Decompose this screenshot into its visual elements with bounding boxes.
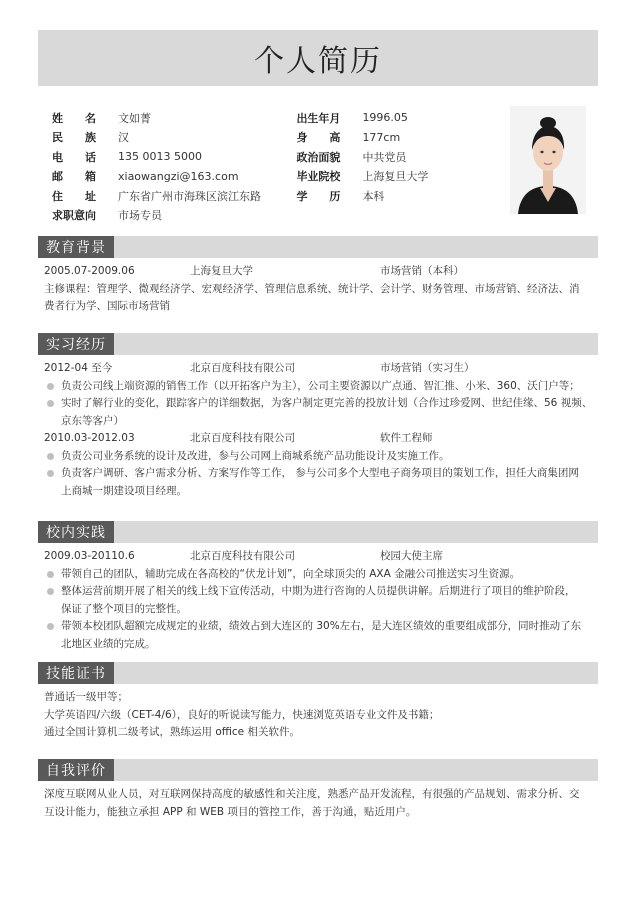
info-label: 民 族 [52, 131, 96, 145]
date: 2005.07-2009.06 [44, 265, 135, 277]
job-row [44, 360, 598, 378]
info-value: 汉 [118, 131, 129, 145]
profile-photo [510, 106, 586, 214]
role: 软件工程师 [380, 432, 433, 444]
date: 2010.03-2012.03 [44, 432, 135, 444]
date: 2012-04 至今 [44, 362, 113, 374]
self-eval-section [38, 759, 598, 821]
info-row [52, 186, 492, 206]
courses-text: 费者行为学、国际市场营销 [44, 300, 170, 312]
section-header [38, 759, 598, 781]
section-header [38, 521, 598, 543]
skill-line: 通过全国计算机二级考试，熟练运用 office 相关软件。 [44, 726, 300, 738]
list-item: 带领自己的团队，辅助完成在各高校的“伏龙计划”，向全球顶尖的 AXA 金融公司推送实习生资源。 [44, 566, 598, 584]
skill-line: 普通话一级甲等； [44, 691, 128, 703]
section-header [38, 333, 598, 355]
info-label: 学 历 [296, 189, 341, 203]
section-title: 教育背景 [38, 236, 114, 258]
major: 市场营销（本科） [380, 265, 464, 277]
info-value: xiaowangzi@163.com [118, 169, 239, 183]
info-label: 电 话 [52, 150, 96, 164]
section-title: 技能证书 [38, 662, 114, 684]
skills-section [38, 662, 598, 742]
info-value: 广东省广州市海珠区滨江东路 [118, 189, 261, 203]
portrait-icon [510, 106, 586, 214]
date: 2009.03-20110.6 [44, 550, 135, 562]
info-label: 毕业院校 [296, 170, 341, 184]
info-label: 身 高 [296, 131, 341, 145]
self-eval-line: 深度互联网从业人员，对互联网保持高度的敏感性和关注度，熟悉产品开发流程，有很强的产品规划、需求分析、交 [44, 788, 580, 800]
personal-info [52, 108, 492, 225]
job-row [44, 430, 598, 448]
role: 校园大使主席 [380, 550, 443, 562]
info-value: 1996.05 [362, 111, 408, 125]
info-row [52, 167, 492, 187]
section-header [38, 236, 598, 258]
info-label: 姓 名 [52, 111, 96, 125]
info-value: 上海复旦大学 [362, 170, 429, 184]
info-label: 邮 箱 [52, 170, 96, 184]
page-title: 个人简历 [254, 44, 382, 79]
education-section [38, 236, 598, 316]
company: 北京百度科技有限公司 [190, 550, 295, 562]
info-value: 中共党员 [362, 150, 407, 164]
info-row [52, 206, 492, 226]
info-row [52, 147, 492, 167]
title-bar [38, 30, 598, 86]
education-row [44, 263, 598, 281]
campus-row [44, 548, 598, 566]
info-row [52, 128, 492, 148]
internship-section [38, 333, 598, 500]
role: 市场营销（实习生） [380, 362, 475, 374]
info-label: 求职意向 [52, 209, 96, 223]
list-item: 带领本校团队超额完成规定的业绩，绩效占到大连区的 30%左右，是大连区绩效的重要组成部分，同时推动了东 北地区业绩的完成。 [44, 618, 598, 653]
self-eval-line: 互设计能力，能独立承担 APP 和 WEB 项目的管控工作，善于沟通，贴近用户。 [44, 805, 417, 818]
info-label: 出生年月 [296, 111, 341, 125]
section-title: 实习经历 [38, 333, 114, 355]
info-value: 市场专员 [118, 209, 162, 223]
list-item: 负责公司业务系统的设计及改进，参与公司网上商城系统产品功能设计及实施工作。 [44, 448, 598, 466]
info-value: 本科 [362, 189, 385, 203]
school: 上海复旦大学 [190, 265, 253, 277]
section-title: 自我评价 [38, 759, 114, 781]
skill-line: 大学英语四/六级（CET-4/6），良好的听说读写能力，快速浏览英语专业文件及书籍； [44, 708, 440, 721]
list-item: 实时了解行业的变化，跟踪客户的详细数据，为客户制定更完善的投放计划（合作过珍爱网、世纪佳缘、56 视频、 京东等客户） [44, 395, 598, 430]
section-header [38, 662, 598, 684]
section-title: 校内实践 [38, 521, 114, 543]
info-value: 177cm [362, 130, 401, 144]
campus-section [38, 521, 598, 653]
company: 北京百度科技有限公司 [190, 362, 295, 374]
info-value: 135 0013 5000 [118, 150, 202, 164]
courses-text: 主修课程：管理学、微观经济学、宏观经济学、管理信息系统、统计学、会计学、财务管理、市场营销、经济法、消 [44, 282, 580, 295]
info-label: 政治面貌 [296, 150, 341, 164]
list-item: 负责客户调研、客户需求分析、方案写作等工作， 参与公司多个大型电子商务项目的策划工作，担任大商集团网 上商城一期建设项目经理。 [44, 465, 598, 500]
info-label: 住 址 [52, 189, 96, 203]
info-value: 文如菁 [118, 111, 151, 125]
list-item: 负责公司线上端资源的销售工作（以开拓客户为主），公司主要资源以广点通、智汇推、小米、360、沃门户等； [44, 378, 598, 396]
company: 北京百度科技有限公司 [190, 432, 295, 444]
list-item: 整体运营前期开展了相关的线上线下宣传活动，中期为进行咨询的人员提供讲解。后期进行了项目的维护阶段， 保证了整个项目的完整性。 [44, 583, 598, 618]
info-row [52, 108, 492, 128]
